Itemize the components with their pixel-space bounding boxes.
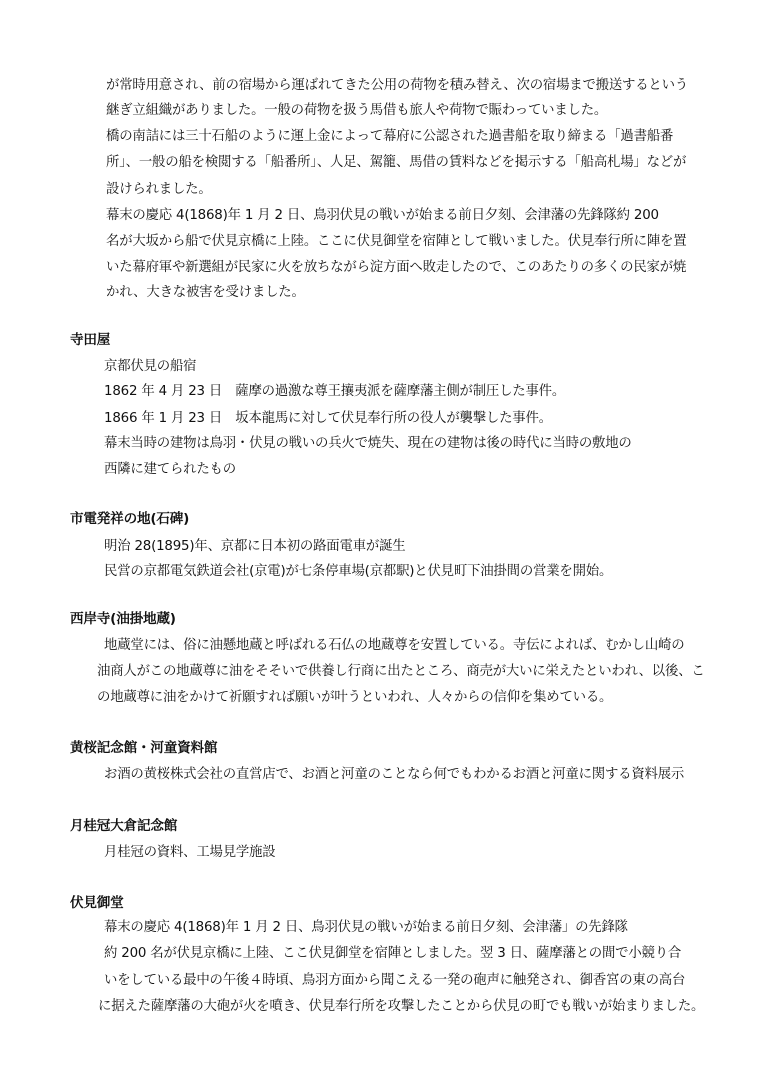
section-title: 寺田屋 <box>70 332 111 348</box>
section-title: 月桂冠大倉記念館 <box>70 818 178 834</box>
section-line: の地蔵尊に油をかけて祈願すれば願いが叶うといわれ、人々からの信仰を集めている。 <box>97 690 613 705</box>
section-line: 約 200 名が伏見京橋に上陸、ここ伏見御堂を宿陣としました。翌 3 日、薩摩藩との間で小競り合 <box>104 946 682 961</box>
section-line: いをしている最中の午後４時頃、鳥羽方面から聞こえる一発の砲声に触発され、御香宮の東の高台 <box>104 973 686 988</box>
section-line: 明治 28(1895)年、京都に日本初の路面電車が誕生 <box>104 539 406 554</box>
intro-line: いた幕府軍や新選組が民家に火を放ちながら淀方面へ敗走したので、このあたりの多くの民家が焼 <box>106 260 687 275</box>
section-line: 地蔵堂には、俗に油懸地蔵と呼ばれる石仏の地蔵尊を安置している。寺伝によれば、むかし山崎の <box>104 638 685 653</box>
intro-line: 設けられました。 <box>106 182 212 197</box>
section-line: 油商人がこの地蔵尊に油をそそいで供養し行商に出たところ、商売が大いに栄えたといわれ、以後、こ <box>97 664 705 679</box>
section-title: 黄桜記念館・河童資料館 <box>70 740 218 756</box>
section-title: 西岸寺(油掛地蔵) <box>70 611 176 627</box>
section-line: 京都伏見の船宿 <box>104 359 197 374</box>
section-line: 幕末当時の建物は鳥羽・伏見の戦いの兵火で焼失、現在の建物は後の時代に当時の敷地の <box>104 436 632 451</box>
intro-line: かれ、大きな被害を受けました。 <box>106 285 305 300</box>
section-title: 伏見御堂 <box>70 895 124 911</box>
intro-line: 所」、一般の船を検閲する「船番所」、人足、駕籠、馬借の賃料などを掲示する「船高札場」などが <box>106 155 687 170</box>
intro-line: 名が大坂から船で伏見京橋に上陸。ここに伏見御堂を宿陣として戦いました。伏見奉行所に陣を置 <box>106 234 687 249</box>
section-line: 月桂冠の資料、工場見学施設 <box>104 845 276 860</box>
section-line: 1866 年 1 月 23 日 坂本龍馬に対して伏見奉行所の役人が襲撃した事件。 <box>104 411 552 426</box>
section-line: 西隣に建てられたもの <box>104 462 236 477</box>
section-line: 幕末の慶応 4(1868)年 1 月 2 日、鳥羽伏見の戦いが始まる前日夕刻、会津藩」の先鋒隊 <box>104 920 628 935</box>
section-line: に据えた薩摩藩の大砲が火を噴き、伏見奉行所を攻撃したことから伏見の町でも戦いが始まりました。 <box>98 999 705 1014</box>
section-line: 1862 年 4 月 23 日 薩摩の過激な尊王攘夷派を薩摩藩主側が制圧した事件。 <box>104 384 566 399</box>
intro-line: 継ぎ立組織がありました。一般の荷物を扱う馬借も旅人や荷物で賑わっていました。 <box>106 103 608 118</box>
section-title: 市電発祥の地(石碑) <box>70 511 190 527</box>
intro-line: 幕末の慶応 4(1868)年 1 月 2 日、鳥羽伏見の戦いが始まる前日夕刻、会津藩の先鋒隊約 200 <box>106 208 659 223</box>
intro-line: が常時用意され、前の宿場から運ばれてきた公用の荷物を積み替え、次の宿場まで搬送するという <box>106 78 688 93</box>
section-line: お酒の黄桜株式会社の直営店で、お酒と河童のことなら何でもわかるお酒と河童に関する資料展示 <box>104 767 685 782</box>
section-line: 民営の京都電気鉄道会社(京電)が七条停車場(京都駅)と伏見町下油掛間の営業を開始。 <box>104 564 613 579</box>
intro-line: 橋の南詰には三十石船のように運上金によって幕府に公認された過書船を取り締まる「過書船番 <box>106 129 674 144</box>
